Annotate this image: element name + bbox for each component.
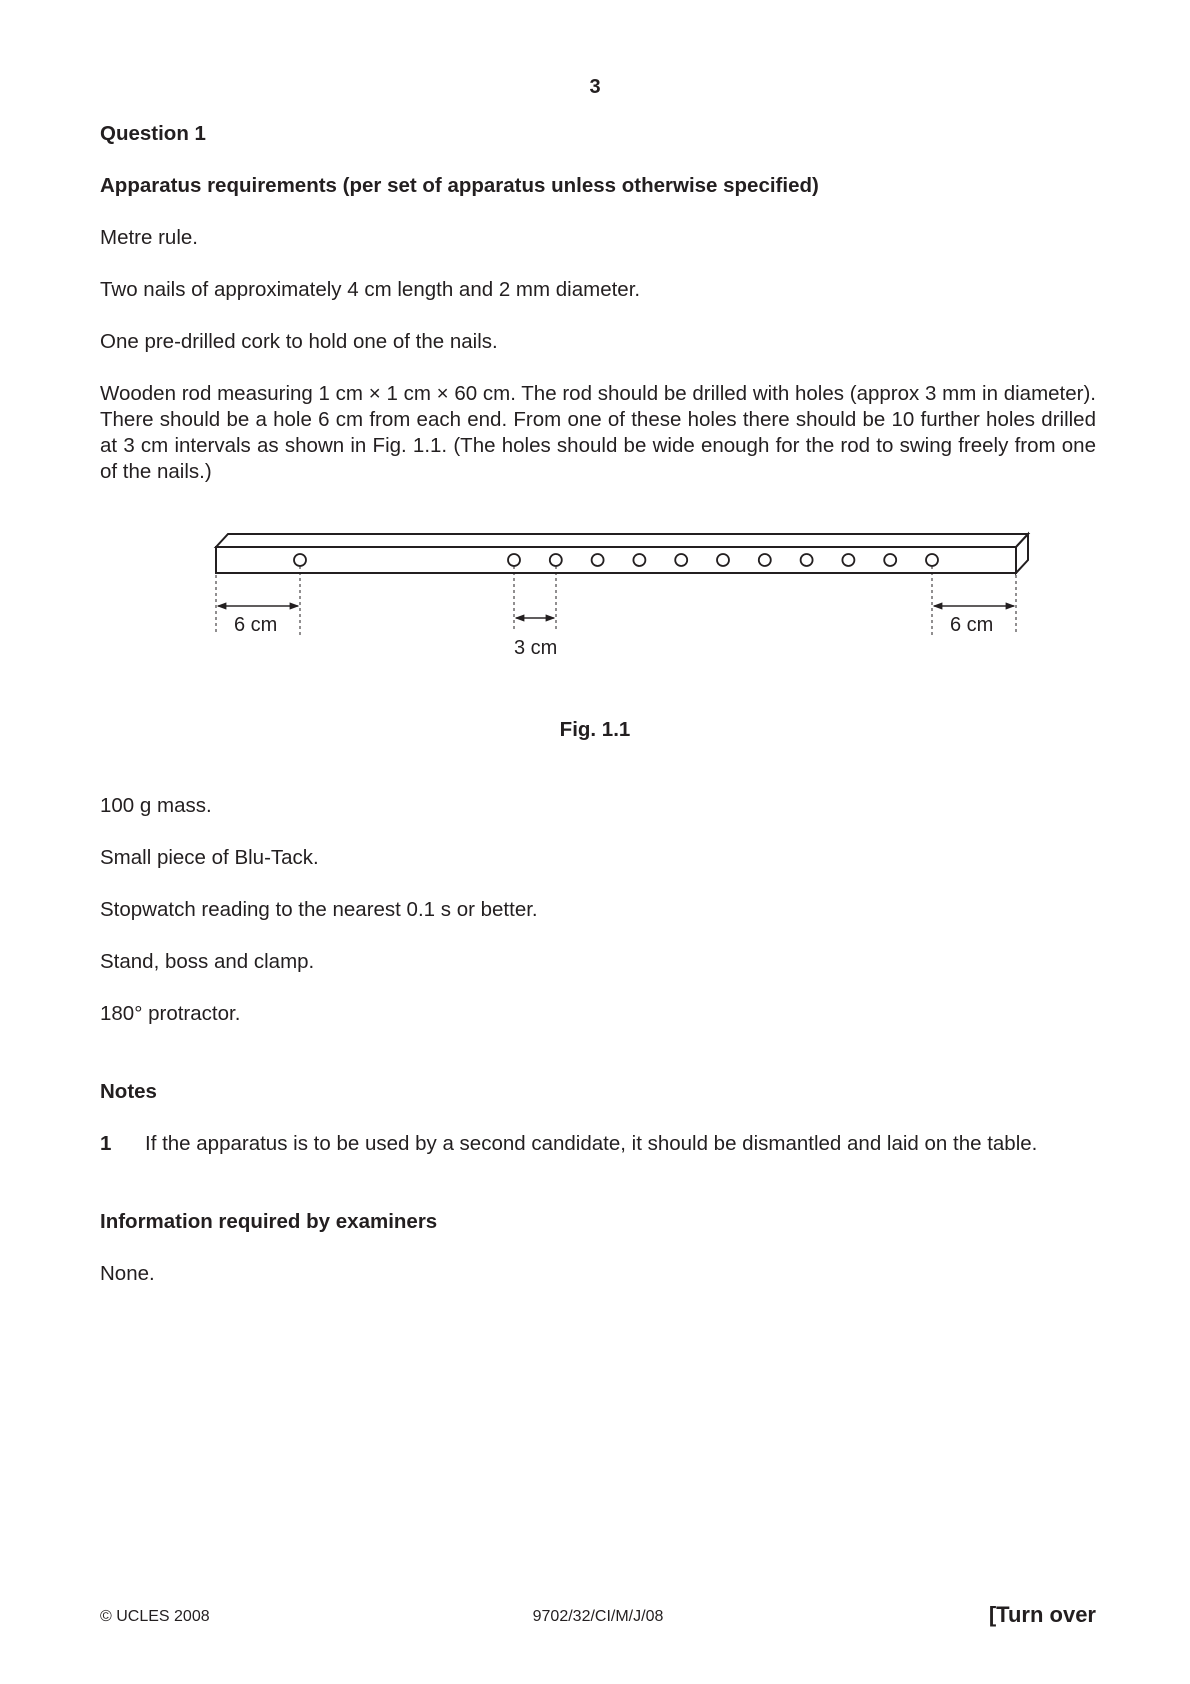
rod-hole xyxy=(675,554,687,566)
footer-copyright: © UCLES 2008 xyxy=(100,1608,210,1625)
apparatus-item-rod: Wooden rod measuring 1 cm × 1 cm × 60 cm. The rod should be drilled with holes (approx 3 mm in diameter). There should be a hole 6 cm from each end. From one of these holes there should be 10 further holes drilled at 3 cm intervals as shown in Fig. 1.1. (The holes should be wide enough for the rod to swing freely from one of the nails.) xyxy=(100,382,1096,483)
label-spacing-3cm: 3 cm xyxy=(514,637,558,659)
rod-hole xyxy=(801,554,813,566)
info-text: None. xyxy=(100,1262,155,1285)
label-left-6cm: 6 cm xyxy=(234,614,278,636)
note-item xyxy=(100,1131,1096,1157)
dimension-left xyxy=(216,566,300,636)
turn-over-text: [Turn over xyxy=(988,1602,1096,1627)
figure-caption: Fig. 1.1 xyxy=(559,718,631,741)
note-text: If the apparatus is to be used by a second candidate, it should be dismantled and laid on the table. xyxy=(145,1132,1038,1155)
rod-hole xyxy=(633,554,645,566)
apparatus-item: 180° protractor. xyxy=(100,1002,241,1025)
question-title: Question 1 xyxy=(100,122,206,145)
footer xyxy=(100,1602,1096,1632)
rod-hole xyxy=(884,554,896,566)
rod-hole xyxy=(842,554,854,566)
apparatus-item: Stopwatch reading to the nearest 0.1 s or better. xyxy=(100,898,538,921)
rod-top-face xyxy=(216,534,1028,547)
rod-hole xyxy=(550,554,562,566)
rod-hole xyxy=(759,554,771,566)
note-number: 1 xyxy=(100,1132,112,1155)
rod-hole xyxy=(508,554,520,566)
apparatus-continued xyxy=(100,793,1096,1287)
apparatus-item: Two nails of approximately 4 cm length and 2 mm diameter. xyxy=(100,278,641,301)
dimension-spacing xyxy=(514,566,557,659)
info-heading: Information required by examiners xyxy=(100,1210,438,1233)
apparatus-heading: Apparatus requirements (per set of apparatus unless otherwise specified) xyxy=(100,174,819,197)
apparatus-item: One pre-drilled cork to hold one of the nails. xyxy=(100,330,498,353)
rod-hole xyxy=(717,554,729,566)
rod-hole xyxy=(294,554,306,566)
rod-hole xyxy=(926,554,938,566)
rod-hole xyxy=(592,554,604,566)
rod-diagram xyxy=(210,520,1040,670)
rod-end-face xyxy=(1016,534,1028,573)
apparatus-item: Metre rule. xyxy=(100,226,198,249)
notes-heading: Notes xyxy=(100,1080,157,1103)
rod-holes xyxy=(294,554,938,566)
footer-code: 9702/32/CI/M/J/08 xyxy=(532,1608,664,1625)
apparatus-item: Small piece of Blu-Tack. xyxy=(100,846,319,869)
apparatus-item: Stand, boss and clamp. xyxy=(100,950,315,973)
dimension-right xyxy=(932,566,1016,636)
page-number: 3 xyxy=(589,76,601,98)
label-right-6cm: 6 cm xyxy=(950,614,994,636)
apparatus-section xyxy=(100,121,1096,485)
apparatus-item: 100 g mass. xyxy=(100,794,212,817)
